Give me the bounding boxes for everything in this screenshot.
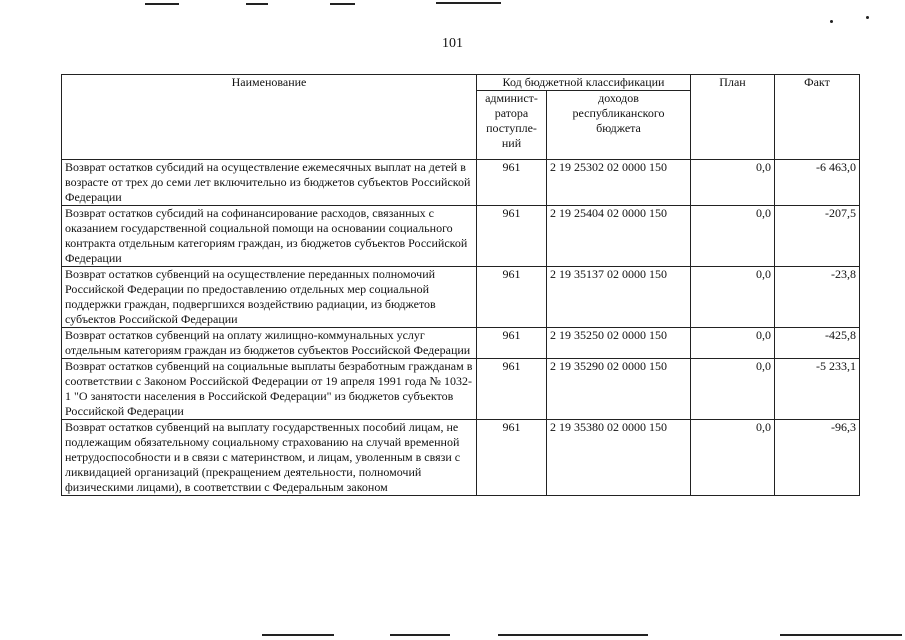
budget-table bbox=[61, 74, 860, 496]
table-row bbox=[62, 420, 860, 496]
table-row bbox=[62, 267, 860, 328]
row-plan: 0,0 bbox=[691, 160, 775, 206]
row-plan: 0,0 bbox=[691, 359, 775, 420]
row-fact: -96,3 bbox=[775, 420, 860, 496]
row-budget-code: 2 19 25404 02 0000 150 bbox=[547, 206, 691, 267]
scan-mark-bottom-4 bbox=[780, 634, 902, 636]
row-plan: 0,0 bbox=[691, 206, 775, 267]
table-row bbox=[62, 206, 860, 267]
row-admin-code: 961 bbox=[477, 328, 547, 359]
row-budget-code: 2 19 35290 02 0000 150 bbox=[547, 359, 691, 420]
page-number: 101 bbox=[442, 36, 463, 51]
row-fact: -5 233,1 bbox=[775, 359, 860, 420]
header-row-1 bbox=[62, 75, 860, 91]
row-fact: -425,8 bbox=[775, 328, 860, 359]
row-plan: 0,0 bbox=[691, 267, 775, 328]
row-admin-code: 961 bbox=[477, 359, 547, 420]
scan-dot-2 bbox=[866, 16, 869, 19]
table-row bbox=[62, 160, 860, 206]
row-fact: -6 463,0 bbox=[775, 160, 860, 206]
scan-mark-top-1 bbox=[145, 3, 179, 5]
scan-mark-bottom-2 bbox=[390, 634, 450, 636]
row-admin-code: 961 bbox=[477, 267, 547, 328]
row-budget-code: 2 19 35380 02 0000 150 bbox=[547, 420, 691, 496]
row-name: Возврат остатков субвенций на выплату государственных пособий лицам, не подлежащим обязательному социальному страхованию на случай временной нетрудоспособности и в связи с материнством, и лицам, уволенным в связи с ликвидацией организаций (прекращением деятельности, полномочий физическими лицами), в соответствии с Федеральным законом bbox=[62, 420, 477, 496]
row-plan: 0,0 bbox=[691, 420, 775, 496]
scan-mark-top-3 bbox=[330, 3, 355, 5]
header-plan: План bbox=[691, 75, 775, 160]
row-admin-code: 961 bbox=[477, 206, 547, 267]
row-budget-code: 2 19 35137 02 0000 150 bbox=[547, 267, 691, 328]
header-name: Наименование bbox=[62, 75, 477, 160]
table-row bbox=[62, 328, 860, 359]
row-name: Возврат остатков субсидий на осуществление ежемесячных выплат на детей в возрасте от трех до семи лет включительно из бюджетов субъектов Российской Федерации bbox=[62, 160, 477, 206]
scan-mark-top-2 bbox=[246, 3, 268, 5]
row-admin-code: 961 bbox=[477, 160, 547, 206]
scan-dot-1 bbox=[830, 20, 833, 23]
row-fact: -23,8 bbox=[775, 267, 860, 328]
row-fact: -207,5 bbox=[775, 206, 860, 267]
row-plan: 0,0 bbox=[691, 328, 775, 359]
header-revenue: доходов республиканского бюджета bbox=[547, 91, 691, 160]
scan-mark-bottom-3 bbox=[498, 634, 648, 636]
scan-mark-bottom-1 bbox=[262, 634, 334, 636]
header-fact: Факт bbox=[775, 75, 860, 160]
row-budget-code: 2 19 35250 02 0000 150 bbox=[547, 328, 691, 359]
header-classification: Код бюджетной классификации bbox=[477, 75, 691, 91]
row-name: Возврат остатков субсидий на софинансирование расходов, связанных с оказанием государственной социальной помощи на основании социального контракта отдельным категориям граждан, из бюджетов субъектов Российской Федерации bbox=[62, 206, 477, 267]
row-name: Возврат остатков субвенций на оплату жилищно-коммунальных услуг отдельным категориям граждан из бюджетов субъектов Российской Федерации bbox=[62, 328, 477, 359]
row-name: Возврат остатков субвенций на социальные выплаты безработным гражданам в соответствии с Законом Российской Федерации от 19 апреля 1991 года № 1032-1 "О занятости населения в Российской Федерации" из бюджетов субъектов Российской Федерации bbox=[62, 359, 477, 420]
row-budget-code: 2 19 25302 02 0000 150 bbox=[547, 160, 691, 206]
table-row bbox=[62, 359, 860, 420]
header-administrator: админист-ратора поступле-ний bbox=[477, 91, 547, 160]
row-admin-code: 961 bbox=[477, 420, 547, 496]
scan-mark-top-4 bbox=[436, 2, 501, 4]
row-name: Возврат остатков субвенций на осуществление переданных полномочий Российской Федерации по предоставлению отдельных мер социальной поддержки граждан, подвергшихся воздействию радиации, из бюджетов субъектов Российской Федерации bbox=[62, 267, 477, 328]
